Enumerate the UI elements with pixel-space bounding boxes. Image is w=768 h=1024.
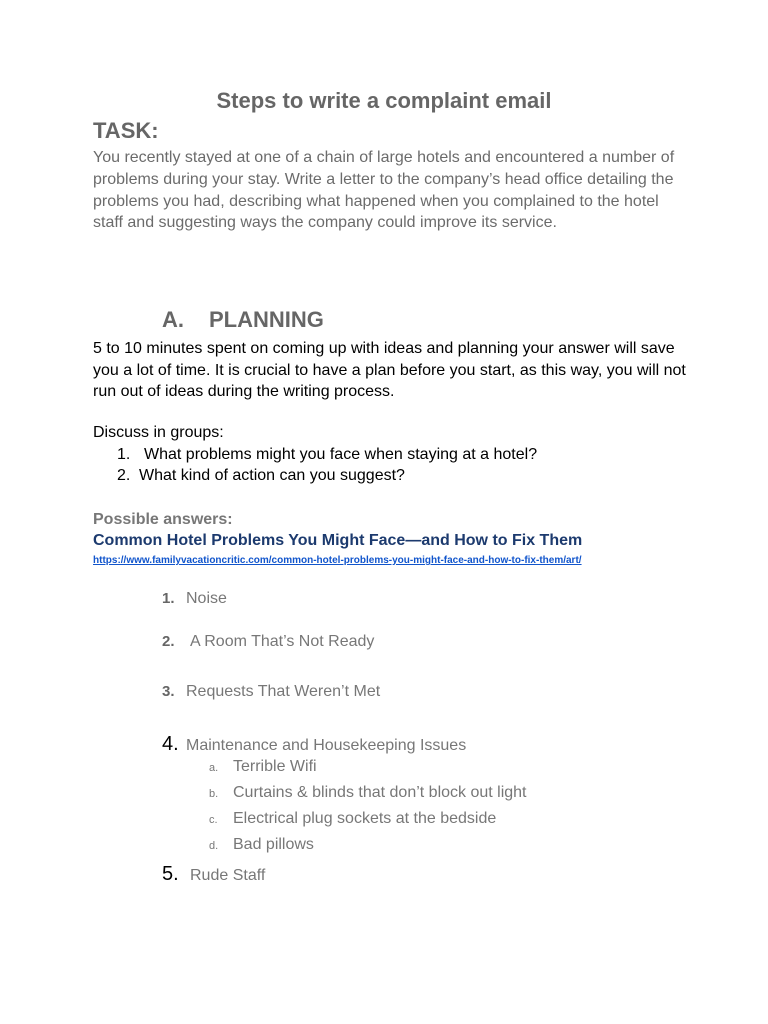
question-item <box>117 467 405 485</box>
sub-list-item <box>209 836 314 854</box>
sub-item-letter: d. <box>209 840 219 852</box>
question-text: What problems might you face when staying at a hotel? <box>144 446 538 463</box>
list-item <box>162 863 265 886</box>
section-letter: A. <box>162 307 184 332</box>
list-item-text: Maintenance and Housekeeping Issues <box>186 737 467 754</box>
list-item <box>162 733 466 756</box>
list-item-number: 4. <box>162 733 179 755</box>
list-item-text: Noise <box>186 590 227 607</box>
sub-item-text: Electrical plug sockets at the bedside <box>233 810 497 827</box>
page-title: Steps to write a complaint email <box>216 88 552 113</box>
list-item-number: 5. <box>162 863 179 885</box>
sub-item-letter: a. <box>209 762 219 774</box>
planning-paragraph: 5 to 10 minutes spent on coming up with ideas and planning your answer will save you a lot of time. It is crucial to have a plan before you start, as this way, you will not run out of ideas during the writing process. <box>93 340 686 400</box>
question-number: 1. <box>117 446 131 463</box>
sub-item-letter: b. <box>209 788 219 800</box>
sub-item-text: Terrible Wifi <box>233 758 317 775</box>
list-item-text: Requests That Weren’t Met <box>186 683 381 700</box>
sub-item-letter: c. <box>209 814 218 826</box>
list-item-number: 3. <box>162 683 175 700</box>
question-text: What kind of action can you suggest? <box>139 467 405 484</box>
list-item-number: 1. <box>162 590 175 607</box>
article-title: Common Hotel Problems You Might Face—and How to Fix Them <box>93 532 583 549</box>
sub-item-text: Curtains & blinds that don’t block out light <box>233 784 527 801</box>
section-heading-planning <box>162 307 324 333</box>
sub-list-item <box>209 810 496 828</box>
article-link[interactable]: https://www.familyvacationcritic.com/common-hotel-problems-you-might-face-and-how-to-fix-them/art/ <box>93 555 582 566</box>
list-item <box>162 683 380 701</box>
list-item <box>162 590 227 608</box>
list-item <box>162 633 374 651</box>
sub-list-item <box>209 758 317 776</box>
section-title: PLANNING <box>209 307 324 332</box>
list-item-number: 2. <box>162 633 175 650</box>
possible-answers-label: Possible answers: <box>93 511 233 528</box>
list-item-text: Rude Staff <box>190 867 266 884</box>
task-description: You recently stayed at one of a chain of large hotels and encountered a number of problems during your stay. Write a letter to the company’s head office detailing the problems you had, describing what happened when you complained to the hotel staff and suggesting ways the company could improve its service. <box>93 149 675 232</box>
discuss-label: Discuss in groups: <box>93 424 224 441</box>
list-item-text: A Room That’s Not Ready <box>190 633 375 650</box>
sub-item-text: Bad pillows <box>233 836 314 853</box>
task-heading: TASK: <box>93 118 159 143</box>
sub-list-item <box>209 784 527 802</box>
question-item <box>117 446 537 464</box>
question-number: 2. <box>117 467 131 484</box>
